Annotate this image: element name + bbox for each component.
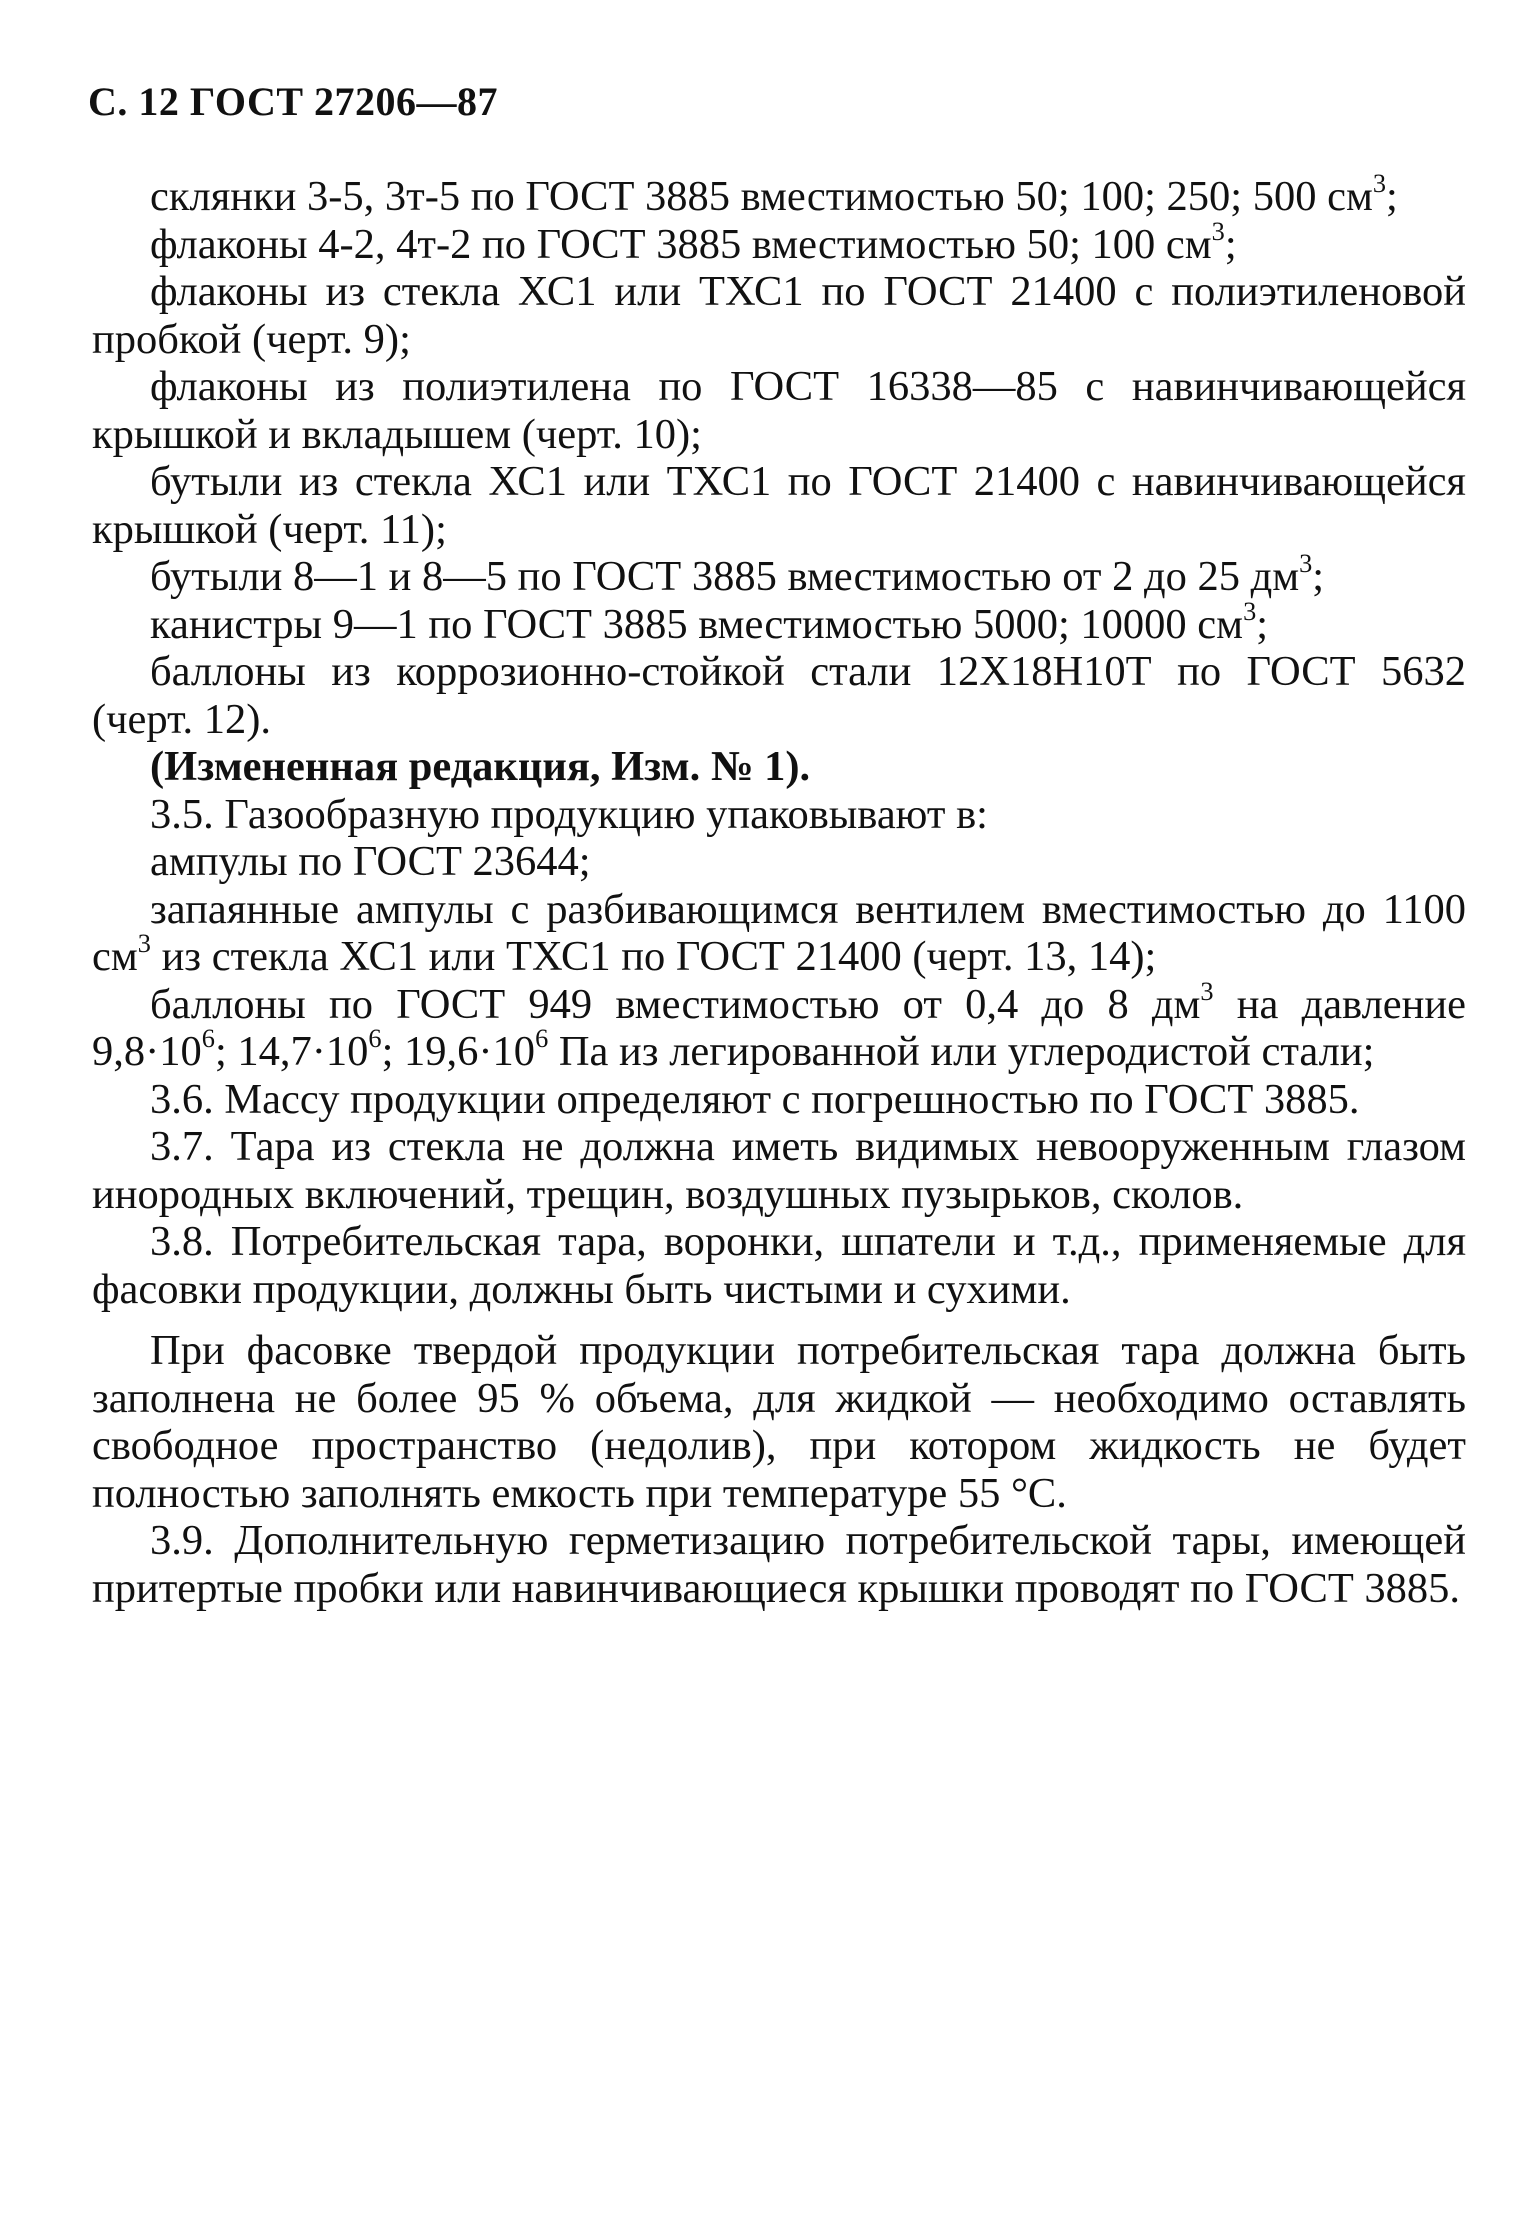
superscript: 6 — [201, 1024, 215, 1054]
text-segment: ; 14,7·10 — [214, 1028, 369, 1075]
text-segment: флаконы 4-2, 4т-2 по ГОСТ 3885 вместимостью 50; 100 см — [150, 220, 1212, 268]
paragraph — [92, 743, 1466, 791]
paragraph — [92, 363, 1466, 458]
text-segment: ; 19,6·10 — [381, 1028, 536, 1075]
text-segment: запаянные ампулы с разбивающимся вентилем вместимостью до 1100 см — [92, 885, 1466, 980]
paragraph — [92, 596, 1466, 649]
superscript: 6 — [535, 1024, 549, 1054]
text-segment: 3.5. Газообразную продукцию упаковывают в: — [150, 790, 988, 838]
paragraph — [92, 1327, 1466, 1517]
paragraph — [92, 1218, 1466, 1313]
superscript: 3 — [1372, 169, 1387, 199]
paragraph — [92, 1123, 1466, 1218]
paragraph — [92, 549, 1466, 601]
superscript: 6 — [368, 1024, 382, 1054]
superscript: 3 — [1299, 549, 1313, 579]
text-segment: канистры 9—1 по ГОСТ 3885 вместимостью 5000; 10000 см — [150, 600, 1244, 648]
text-segment: бутыли из стекла ХС1 или ТХС1 по ГОСТ 21400 с навинчивающейся крышкой (черт. 11); — [92, 458, 1466, 553]
paragraph — [92, 791, 1466, 839]
paragraph — [92, 886, 1466, 981]
superscript: 3 — [1243, 596, 1257, 626]
paragraph — [92, 458, 1466, 553]
text-segment: ; — [1224, 220, 1237, 268]
text-segment: баллоны по ГОСТ 949 вместимостью от 0,4 до 8 дм — [150, 980, 1201, 1028]
paragraph — [92, 976, 1466, 1076]
text-segment: ; — [1312, 553, 1325, 600]
text-segment: баллоны из коррозионно-стойкой стали 12Х18Н10Т по ГОСТ 5632 (черт. 12). — [92, 648, 1466, 743]
text-segment: из стекла ХС1 или ТХС1 по ГОСТ 21400 (черт. 13, 14); — [150, 933, 1157, 980]
paragraph — [92, 169, 1466, 221]
paragraph — [92, 1076, 1466, 1124]
superscript: 3 — [1211, 216, 1225, 246]
text-segment: ; — [1256, 600, 1269, 648]
running-head: С. 12 ГОСТ 27206—87 — [88, 79, 499, 124]
body-text — [92, 169, 1466, 1612]
text-segment: (Измененная редакция, Изм. № 1). — [150, 743, 811, 790]
text-segment: бутыли 8—1 и 8—5 по ГОСТ 3885 вместимостью от 2 до 25 дм — [150, 553, 1300, 600]
text-segment: 3.6. Массу продукции определяют с погрешностью по ГОСТ 3885. — [150, 1075, 1360, 1123]
text-segment: ; — [1386, 173, 1398, 220]
paragraph — [92, 268, 1466, 363]
paragraph — [92, 838, 1466, 886]
text-segment: 3.8. Потребительская тара, воронки, шпатели и т.д., применяемые для фасовки продукции, должны быть чистыми и сухими. — [92, 1218, 1466, 1313]
text-segment: 3.9. Дополнительную герметизацию потребительской тары, имеющей притертые пробки или навинчивающиеся крышки проводят по ГОСТ 3885. — [92, 1517, 1466, 1612]
text-segment: 3.7. Тара из стекла не должна иметь видимых невооруженным глазом инородных включений, трещин, воздушных пузырьков, сколов. — [92, 1123, 1466, 1218]
paragraph — [92, 1517, 1466, 1612]
text-segment: Па из легированной или углеродистой стали; — [548, 1028, 1375, 1075]
text-segment: флаконы из полиэтилена по ГОСТ 16338—85 с навинчивающейся крышкой и вкладышем (черт. 10); — [92, 363, 1466, 458]
text-segment: склянки 3-5, 3т-5 по ГОСТ 3885 вместимостью 50; 100; 250; 500 см — [150, 173, 1373, 220]
paragraph — [92, 648, 1466, 743]
text-segment: на давление 9,8·10 — [92, 980, 1466, 1075]
superscript: 3 — [1200, 976, 1214, 1006]
text-segment: флаконы из стекла ХС1 или ТХС1 по ГОСТ 21400 с полиэтиленовой пробкой (черт. 9); — [92, 268, 1466, 363]
superscript: 3 — [137, 929, 151, 959]
paragraph — [92, 216, 1466, 269]
text-segment: При фасовке твердой продукции потребительская тара должна быть заполнена не более 95 % объема, для жидкой — необходимо оставлять свободное пространство (недолив), при котором жидкость не будет полностью заполнять емкость при температуре 55 °С. — [92, 1327, 1466, 1517]
text-segment: ампулы по ГОСТ 23644; — [150, 838, 591, 885]
